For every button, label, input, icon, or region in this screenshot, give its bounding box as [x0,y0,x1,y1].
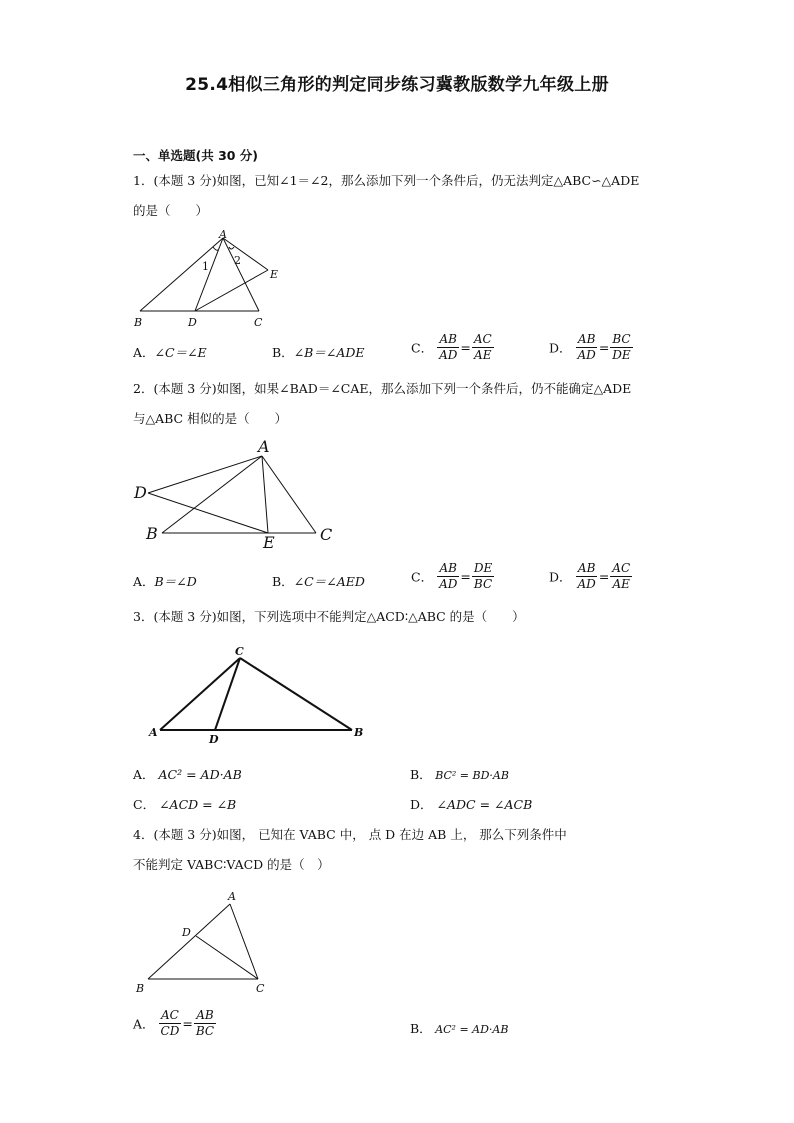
question-2-line1: 2．(本题 3 分)如图，如果∠BAD＝∠CAE，那么添加下列一个条件后，仍不能确定△ADE [133,381,632,396]
q3-label-d: D [209,733,219,746]
q2-segment-de [148,493,268,533]
q1-segment-ac [223,238,259,311]
q2-label-a: A [258,438,270,456]
q3-label-a: A [149,726,158,739]
q4-segment-cd [196,936,258,979]
q1-label-a: A [219,228,227,241]
q3-option-d[interactable]: D． ∠ADC = ∠ACB [410,797,533,812]
q1-option-d[interactable]: D． $\frac{AB}{AD}$ = $\frac{BC}{DE}$ [549,332,631,362]
question-2-line2: 与△ABC 相似的是（ ） [133,411,288,426]
question-1-line2: 的是（ ） [133,203,209,218]
question-1-figure [130,226,290,332]
q1-option-b[interactable]: B．∠B＝∠ADE [272,345,365,360]
question-4-figure [130,886,280,998]
q3-segment-bc [240,658,352,730]
q2-segment-ad [148,456,262,493]
q1-segment-ad [195,238,223,311]
q3-option-b[interactable]: B． BC² = BD·AB [410,767,509,782]
q1-label-b: B [134,316,143,329]
q1-segment-ae [223,238,268,270]
q4-label-d: D [182,926,191,939]
question-2-figure [130,438,340,550]
question-1-line1: 1．(本题 3 分)如图，已知∠1＝∠2，那么添加下列一个条件后，仍无法判定△ABC∽△ADE [133,173,640,188]
q1-segment-de [195,270,268,311]
q3-label-c: C [235,645,244,658]
q2-segment-ae [262,456,268,533]
q1-option-c[interactable]: C． $\frac{AB}{AD}$ = $\frac{AC}{AE}$ [411,332,492,362]
q1-angle-2-arc [229,247,234,249]
q2-label-b: B [146,524,158,543]
q4-label-a: A [228,890,236,903]
question-4-stem [133,820,663,880]
question-3-figure [145,640,375,748]
question-3-line1: 3．(本题 3 分)如图，下列选项中不能判定△ACD∶△ABC 的是（ ） [133,609,525,624]
q2-option-b[interactable]: B．∠C＝∠AED [272,574,365,589]
q4-label-b: B [136,982,145,995]
question-3-stem [133,602,663,632]
q1-label-d: D [188,316,197,329]
q3-option-a[interactable]: A． AC² = AD·AB [133,767,242,782]
question-4-line2: 不能判定 VABC∶VACD 的是（ ） [133,857,330,872]
q1-angle-1-arc [213,247,218,250]
q4-segment-ab [148,904,230,979]
q1-label-c: C [254,316,263,329]
q4-option-a[interactable]: A． $\frac{AC}{CD}$ = $\frac{AB}{BC}$ [133,1008,215,1038]
question-1-stem [133,166,663,226]
document-title: 25.4相似三角形的判定同步练习冀教版数学九年级上册 [185,75,609,95]
q2-option-d[interactable]: D． $\frac{AB}{AD}$ = $\frac{AC}{AE}$ [549,561,631,591]
q2-label-c: C [320,525,333,544]
q3-option-c[interactable]: C． ∠ACD = ∠B [133,797,237,812]
q2-option-a[interactable]: A．B＝∠D [133,574,197,589]
q4-option-b[interactable]: B． AC² = AD·AB [410,1021,509,1036]
q2-option-c[interactable]: C． $\frac{AB}{AD}$ = $\frac{DE}{BC}$ [411,561,493,591]
q4-label-c: C [256,982,265,995]
q4-segment-ac [230,904,258,979]
q2-label-e: E [263,533,275,550]
q1-label-e: E [270,268,279,281]
q3-label-b: B [354,726,364,739]
q1-option-a[interactable]: A．∠C＝∠E [133,345,207,360]
q1-segment-ab [140,238,223,311]
q2-segment-ac [262,456,316,533]
q1-label-angle1: 1 [202,260,209,273]
question-4-line1: 4．(本题 3 分)如图， 已知在 VABC 中， 点 D 在边 AB 上， 那么下列条件中 [133,827,567,842]
section-heading: 一、单选题(共 30 分) [133,148,259,163]
question-2-stem [133,374,663,434]
q1-label-angle2: 2 [234,254,241,267]
q2-label-d: D [134,483,147,502]
q2-segment-ab [162,456,262,533]
